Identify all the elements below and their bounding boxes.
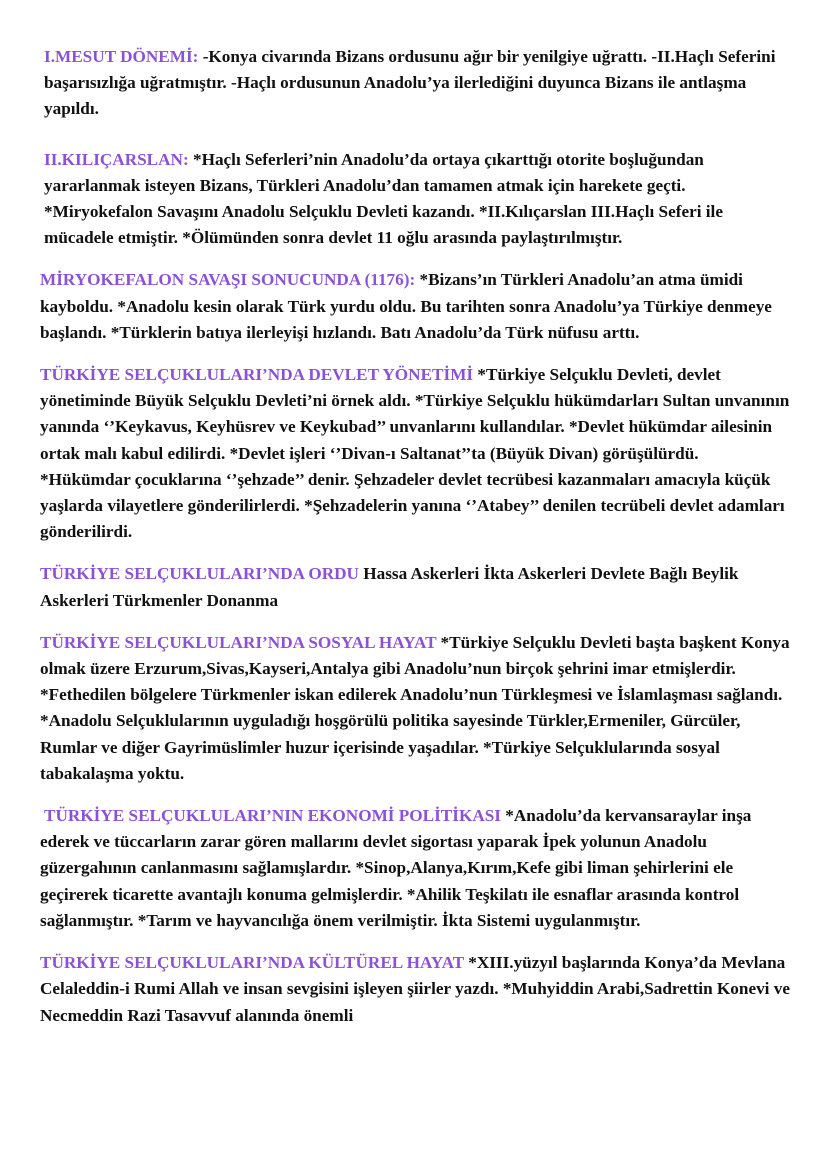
section-heading: TÜRKİYE SELÇUKLULARI’NDA ORDU [40, 564, 359, 584]
section-heading: TÜRKİYE SELÇUKLULARI’NDA SOSYAL HAYAT [40, 632, 437, 652]
section-body: -Konya civarında Bizans ordusunu ağır bir yenilgiye uğrattı. -II.Haçlı Seferini başarısızlığa uğratmıştır. -Haçlı ordusunun Anadolu’ya ilerlediğini duyunca Bizans ile antlaşma yapıldı. [44, 47, 776, 119]
section-heading: I.MESUT DÖNEMİ: [44, 47, 199, 66]
section-sosyal-hayat [40, 630, 792, 787]
section-heading: TÜRKİYE SELÇUKLULARI’NDA KÜLTÜREL HAYAT [40, 953, 464, 973]
document-page [40, 44, 792, 1045]
section-body: *XIII.yüzyıl başlarında Konya’da Mevlana Celaleddin-i Rumi Allah ve insan sevgisini işleyen şiirler yazdı. *Muhyiddin Arabi,Sadrettin Konevi ve Necmeddin Razi Tasavvuf alanında önemli [40, 953, 790, 1025]
section-miryokefalon [40, 267, 792, 346]
section-heading: TÜRKİYE SELÇUKLULARI’NDA DEVLET YÖNETİMİ [40, 365, 474, 385]
section-heading: MİRYOKEFALON SAVAŞI SONUCUNDA (1176): [40, 270, 416, 290]
section-body: *Türkiye Selçuklu Devleti başta başkent Konya olmak üzere Erzurum,Sivas,Kayseri,Antalya gibi Anadolu’nun birçok şehrini imar etmişlerdir. *Fethedilen bölgelere Türkmenler iskan edilerek Anadolu’nun Türkleşmesi ve İslamlaşması sağlandı. *Anadolu Selçuklularının uyguladığı hoşgörülü politika sayesinde Türkler,Ermeniler, Gürcüler, Rumlar ve diğer Gayrimüslimler huzur içerisinde yaşadılar. *Türkiye Selçuklularında sosyal tabakalaşma yoktu. [40, 632, 790, 783]
section-heading: II.KILIÇARSLAN: [44, 149, 189, 169]
section-body: *Bizans’ın Türkleri Anadolu’an atma ümidi kayboldu. *Anadolu kesin olarak Türk yurdu oldu. Bu tarihten sonra Anadolu’ya Türkiye denmeye başlandı. *Türklerin batıya ilerleyişi hızlandı. Batı Anadolu’da Türk nüfusu arttı. [40, 270, 772, 342]
section-heading: TÜRKİYE SELÇUKLULARI’NIN EKONOMİ POLİTİKASI [44, 806, 501, 826]
section-body: *Anadolu’da kervansaraylar inşa ederek ve tüccarların zarar gören mallarını devlet sigortası yaparak İpek yolunun Anadolu güzergahının canlanmasını sağlamışlardır. *Sinop,Alanya,Kırım,Kefe gibi liman şehirlerini ele geçirerek ticarette avantajlı konuma gelmişlerdir. *Ahilik Teşkilatı ile esnaflar arasında kontrol sağlanmıştır. *Tarım ve hayvancılığa önem verilmiştir. İkta Sistemi uygulanmıştır. [40, 806, 752, 930]
section-body: *Türkiye Selçuklu Devleti, devlet yönetiminde Büyük Selçuklu Devleti’ni örnek aldı. *Türkiye Selçuklu hükümdarları Sultan unvanının yanında ‘’Keykavus, Keyhüsrev ve Keykubad’’ unvanlarını kullandılar. *Devlet hükümdar ailesinin ortak malı kabul edilirdi. *Devlet işleri ‘’Divan-ı Saltanat’’ta (Büyük Divan) görüşülürdü. *Hükümdar çocuklarına ‘’şehzade’’ denir. Şehzadeler devlet tecrübesi kazanmaları amacıyla küçük yaşlarda vilayetlere gönderilirlerdi. *Şehzadelerin yanına ‘’Atabey’’ denilen tecrübeli devlet adamları gönderilirdi. [40, 365, 790, 542]
section-kilicarslan [40, 147, 792, 252]
section-body: Hassa Askerleri İkta Askerleri Devlete Bağlı Beylik Askerleri Türkmenler Donanma [40, 564, 739, 610]
section-ekonomi-politikasi [40, 803, 792, 934]
section-body: *Haçlı Seferleri’nin Anadolu’da ortaya çıkarttığı otorite boşluğundan yararlanmak isteyen Bizans, Türkleri Anadolu’dan tamamen atmak için harekete geçti. *Miryokefalon Savaşını Anadolu Selçuklu Devleti kazandı. *II.Kılıçarslan III.Haçlı Seferi ile mücadele etmiştir. *Ölümünden sonra devlet 11 oğlu arasında paylaştırılmıştır. [44, 149, 723, 248]
section-mesut [40, 44, 792, 123]
section-devlet-yonetimi [40, 362, 792, 545]
section-ordu [40, 561, 792, 613]
section-kulturel-hayat [40, 950, 792, 1029]
